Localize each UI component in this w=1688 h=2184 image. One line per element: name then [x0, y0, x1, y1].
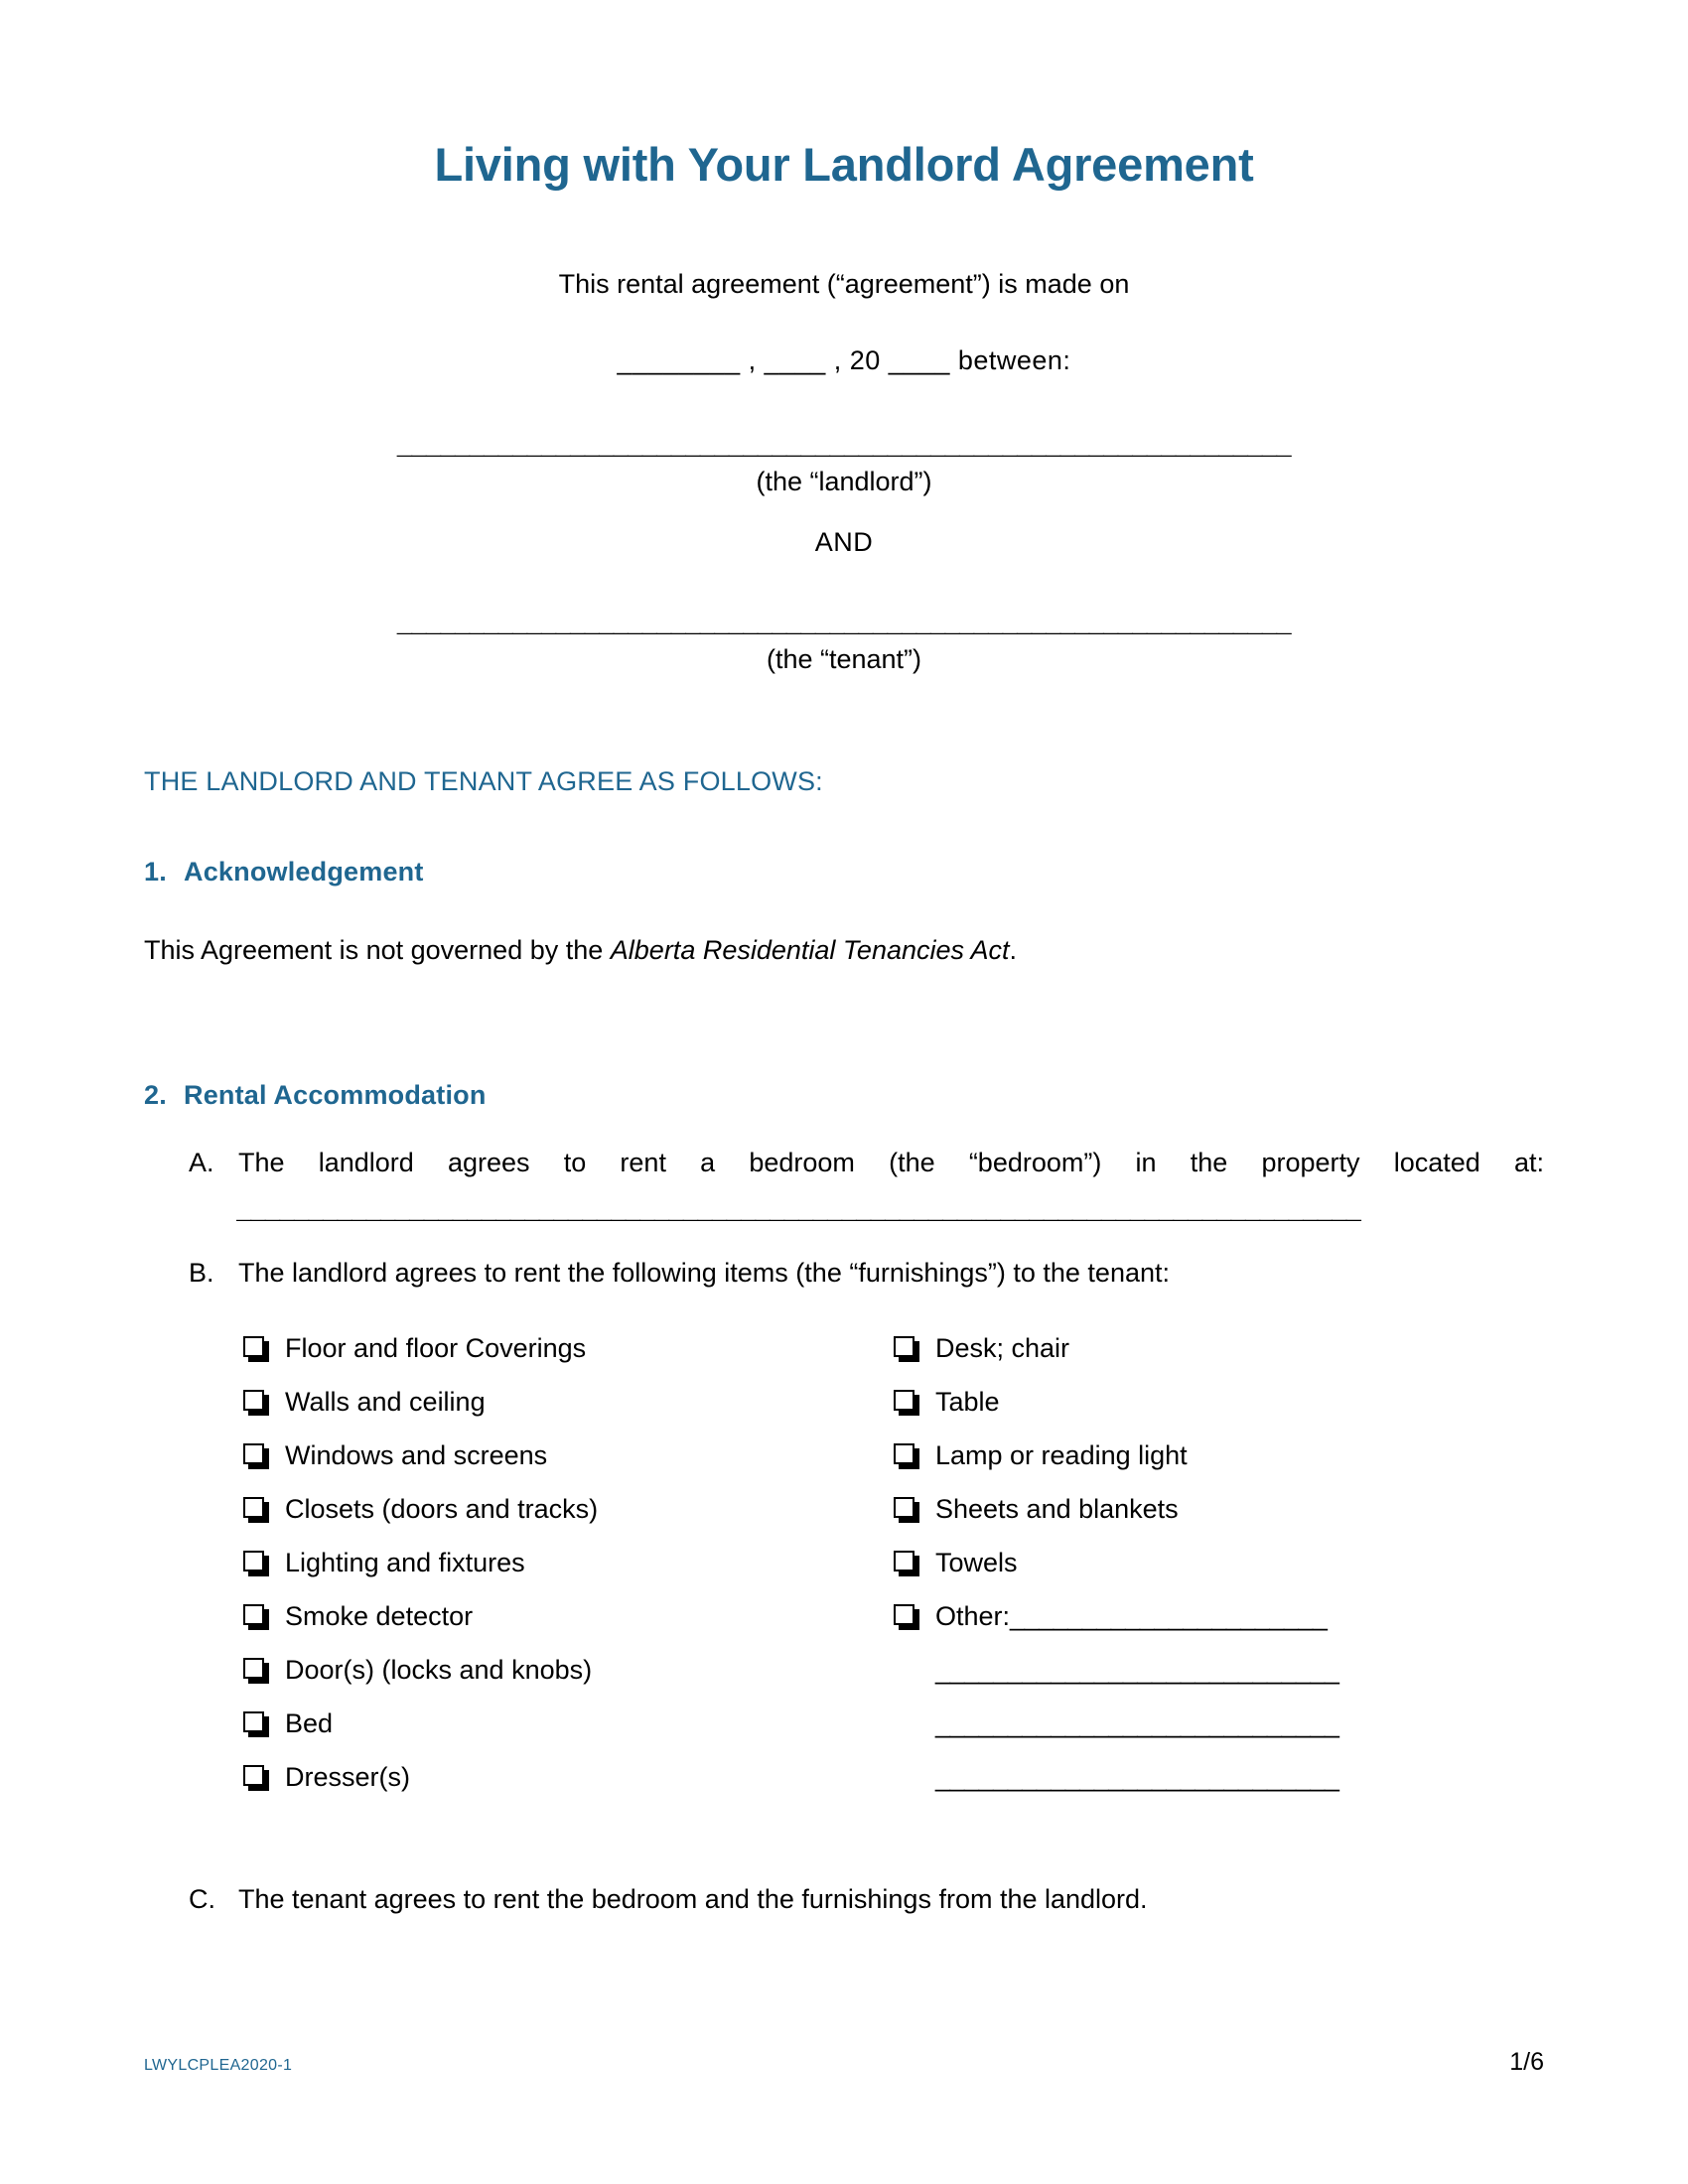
section-2-item-a — [144, 1145, 1544, 1180]
checkbox-label: Dresser(s) — [285, 1761, 410, 1792]
checkbox-icon[interactable] — [243, 1375, 285, 1429]
property-address-rule[interactable]: ______________________________________________________________________________ — [236, 1194, 1361, 1222]
checkbox-label: Bed — [285, 1707, 334, 1738]
and-separator: AND — [814, 527, 874, 558]
intro-made-on-line: This rental agreement (“agreement”) is made on — [558, 268, 1130, 299]
checkbox-icon[interactable] — [243, 1697, 285, 1750]
checkbox-icon[interactable] — [243, 1321, 285, 1375]
page-number: 1/6 — [1509, 2048, 1544, 2076]
checkbox-item[interactable] — [894, 1429, 1529, 1482]
checkbox-item[interactable] — [243, 1643, 894, 1697]
checkbox-icon[interactable] — [894, 1482, 935, 1536]
section-1-body-part-1: This Agreement is not governed by the — [144, 935, 611, 966]
section-2-item-c — [144, 1881, 1544, 1917]
tenant-name-rule[interactable]: ______________________________________________________________ — [397, 608, 1291, 635]
item-a-text: The landlord agrees to rent a bedroom (the “bedroom”) in the property located at: — [238, 1147, 1544, 1177]
checkbox-item[interactable] — [243, 1482, 894, 1536]
checkbox-label: Desk; chair — [935, 1332, 1070, 1363]
checkbox-label: Smoke detector — [285, 1600, 474, 1631]
checkbox-label: Windows and screens — [285, 1439, 548, 1470]
checkbox-item[interactable] — [894, 1375, 1529, 1429]
section-2-item-b — [144, 1255, 1544, 1291]
section-1-number: 1. — [144, 857, 167, 887]
item-b-text: The landlord agrees to rent the following items (the “furnishings”) to the tenant: — [238, 1258, 1170, 1289]
extra-furnishing-rule[interactable]: ____________________________ — [935, 1654, 1339, 1685]
section-1-title: Acknowledgement — [184, 857, 424, 887]
section-2-heading — [144, 1080, 1544, 1111]
agree-as-follows-heading: THE LANDLORD AND TENANT AGREE AS FOLLOWS: — [144, 766, 823, 797]
section-2-title: Rental Accommodation — [184, 1079, 487, 1110]
section-1-body-italic: Alberta Residential Tenancies Act — [610, 935, 1010, 966]
checkbox-item[interactable] — [243, 1697, 894, 1750]
furnishings-right-column — [894, 1321, 1529, 1804]
item-c-text: The tenant agrees to rent the bedroom and the furnishings from the landlord. — [238, 1883, 1148, 1914]
document-code: LWYLCPLEA2020-1 — [144, 2057, 293, 2074]
checkbox-item[interactable] — [894, 1321, 1529, 1375]
section-2-number: 2. — [144, 1079, 167, 1110]
tenant-caption: (the “tenant”) — [766, 644, 922, 675]
furnishings-left-column — [243, 1321, 894, 1804]
landlord-caption: (the “landlord”) — [756, 467, 932, 497]
furnishings-checklist — [144, 1321, 1544, 1804]
checkbox-icon[interactable] — [894, 1536, 935, 1589]
section-1-heading — [144, 857, 1544, 887]
checkbox-item[interactable] — [243, 1429, 894, 1482]
extra-furnishing-rule[interactable]: ____________________________ — [935, 1707, 1339, 1738]
section-1-body-part-2: . — [1009, 935, 1018, 966]
checkbox-label: Door(s) (locks and knobs) — [285, 1654, 593, 1685]
other-label-text: Other: — [935, 1600, 1011, 1631]
checkbox-item-other[interactable] — [894, 1589, 1529, 1643]
item-a-letter: A. — [189, 1147, 214, 1177]
checkbox-label: Walls and ceiling — [285, 1386, 486, 1417]
document-content — [144, 0, 1544, 1917]
item-b-letter: B. — [189, 1258, 214, 1289]
section-1-body — [144, 932, 1544, 968]
checkbox-item[interactable] — [243, 1750, 894, 1804]
checkbox-label: Table — [935, 1386, 1000, 1417]
other-rule[interactable]: ______________________ — [1010, 1600, 1328, 1631]
checkbox-icon[interactable] — [243, 1589, 285, 1643]
checkbox-icon[interactable] — [243, 1482, 285, 1536]
checkbox-label: Closets (doors and tracks) — [285, 1493, 599, 1524]
checkbox-icon[interactable] — [243, 1750, 285, 1804]
checkbox-label: Sheets and blankets — [935, 1493, 1179, 1524]
checkbox-item[interactable] — [894, 1536, 1529, 1589]
checkbox-item[interactable] — [243, 1321, 894, 1375]
checkbox-item[interactable] — [243, 1536, 894, 1589]
checkbox-item[interactable] — [243, 1589, 894, 1643]
checkbox-label: Floor and floor Coverings — [285, 1332, 587, 1363]
landlord-name-rule[interactable]: ______________________________________________________________ — [397, 430, 1291, 458]
page-footer — [144, 2048, 1544, 2077]
extra-furnishing-rule[interactable]: ____________________________ — [935, 1761, 1339, 1792]
checkbox-icon[interactable] — [894, 1429, 935, 1482]
other-label — [935, 1589, 1529, 1643]
landlord-signature-block — [144, 430, 1544, 497]
checkbox-icon[interactable] — [894, 1321, 935, 1375]
checkbox-icon[interactable] — [894, 1589, 935, 1643]
intro-date-line: ________ , ____ , 20 ____ between: — [617, 345, 1071, 376]
checkbox-label: Lighting and fixtures — [285, 1547, 525, 1577]
item-c-letter: C. — [189, 1883, 215, 1914]
checkbox-icon[interactable] — [243, 1536, 285, 1589]
checkbox-item[interactable] — [894, 1482, 1529, 1536]
checkbox-icon[interactable] — [243, 1643, 285, 1697]
checkbox-icon[interactable] — [894, 1375, 935, 1429]
checkbox-label: Lamp or reading light — [935, 1439, 1188, 1470]
page-title: Living with Your Landlord Agreement — [434, 138, 1254, 191]
checkbox-label: Towels — [935, 1547, 1018, 1577]
checkbox-icon[interactable] — [243, 1429, 285, 1482]
tenant-signature-block — [144, 608, 1544, 675]
checkbox-item[interactable] — [243, 1375, 894, 1429]
